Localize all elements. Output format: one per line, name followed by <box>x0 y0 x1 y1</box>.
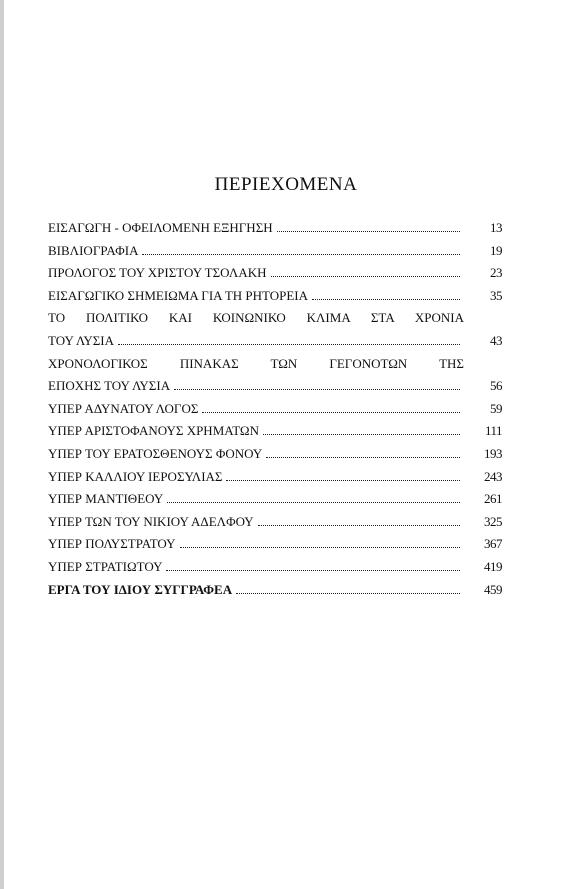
toc-entry[interactable] <box>48 420 502 443</box>
toc-entry-title: ΥΠΕΡ ΑΔΥΝΑΤΟΥ ΛΟΓΟΣ <box>48 400 199 416</box>
table-of-contents <box>48 217 502 601</box>
toc-entry[interactable] <box>48 285 502 308</box>
dot-leader <box>277 231 460 232</box>
dot-leader <box>202 412 460 413</box>
toc-entry-title: ΥΠΕΡ ΚΑΛΛΙΟΥ ΙΕΡΟΣΥΛΙΑΣ <box>48 468 223 484</box>
toc-entry-title: ΥΠΕΡ ΤΟΥ ΕΡΑΤΟΣΘΕΝΟΥΣ ΦΟΝΟΥ <box>48 445 263 461</box>
dot-leader <box>263 434 460 435</box>
toc-entry-title: ΒΙΒΛΙΟΓΡΑΦΙΑ <box>48 242 139 258</box>
toc-entry-title-line1: ΧΡΟΝΟΛΟΓΙΚΟΣ ΠΙΝΑΚΑΣ ΤΩΝ ΓΕΓΟΝΟΤΩΝ ΤΗΣ <box>48 355 464 371</box>
toc-entry-title: ΕΙΣΑΓΩΓΗ - ΟΦΕΙΛΟΜΕΝΗ ΕΞΗΓΗΣΗ <box>48 220 273 235</box>
toc-entry[interactable] <box>48 488 502 511</box>
toc-entry[interactable] <box>48 307 502 352</box>
toc-entry-page: 19 <box>490 242 502 258</box>
toc-entry-title-line1: ΤΟ ΠΟΛΙΤΙΚΟ ΚΑΙ ΚΟΙΝΩΝΙΚΟ ΚΛΙΜΑ ΣΤΑ ΧΡΟΝΙΑ <box>48 310 464 326</box>
dot-leader <box>271 276 461 277</box>
toc-entry-title: ΕΙΣΑΓΩΓΙΚΟ ΣΗΜΕΙΩΜΑ ΓΙΑ ΤΗ ΡΗΤΟΡΕΙΑ <box>48 287 309 303</box>
toc-entry-title-line2: ΤΟΥ ΛΥΣΙΑ <box>48 332 115 348</box>
toc-entry[interactable] <box>48 217 502 240</box>
toc-entry-page: 367 <box>484 536 502 552</box>
dot-leader <box>180 547 460 548</box>
dot-leader <box>142 254 460 255</box>
toc-entry-page: 59 <box>490 400 502 416</box>
dot-leader <box>236 593 460 594</box>
dot-leader <box>118 344 460 345</box>
toc-entry-page: 325 <box>484 513 502 529</box>
toc-entry-title: ΕΡΓΑ ΤΟΥ ΙΔΙΟΥ ΣΥΓΓΡΑΦΕΑ <box>48 581 233 597</box>
page-title: ΠΕΡΙΕΧΟΜΕΝΑ <box>214 174 358 195</box>
dot-leader <box>312 299 460 300</box>
toc-entry[interactable] <box>48 466 502 489</box>
toc-entry[interactable] <box>48 556 502 579</box>
toc-entry-page: 261 <box>484 491 502 507</box>
toc-entry-title: ΥΠΕΡ ΠΟΛΥΣΤΡΑΤΟΥ <box>48 536 176 552</box>
toc-entry-title: ΠΡΟΛΟΓΟΣ ΤΟΥ ΧΡΙΣΤΟΥ ΤΣΟΛΑΚΗ <box>48 265 267 281</box>
toc-entry[interactable] <box>48 240 502 263</box>
toc-entry-page: 13 <box>490 220 502 235</box>
toc-entry[interactable] <box>48 533 502 556</box>
toc-entry-page: 193 <box>484 445 502 461</box>
toc-entry[interactable] <box>48 511 502 534</box>
toc-entry-page: 35 <box>490 287 502 303</box>
toc-entry-title-line2: ΕΠΟΧΗΣ ΤΟΥ ΛΥΣΙΑ <box>48 378 171 394</box>
dot-leader <box>167 502 460 503</box>
page-edge-shadow <box>0 0 4 889</box>
toc-entry-title: ΥΠΕΡ ΤΩΝ ΤΟΥ ΝΙΚΙΟΥ ΑΔΕΛΦΟΥ <box>48 513 254 529</box>
dot-leader <box>226 480 460 481</box>
toc-entry-page: 243 <box>484 468 502 484</box>
toc-entry-page: 23 <box>490 265 502 281</box>
toc-entry[interactable] <box>48 353 502 398</box>
toc-entry[interactable] <box>48 262 502 285</box>
dot-leader <box>266 457 460 458</box>
dot-leader <box>166 570 460 571</box>
toc-entry-title: ΥΠΕΡ ΣΤΡΑΤΙΩΤΟΥ <box>48 558 163 574</box>
toc-entry-page: 419 <box>484 558 502 574</box>
toc-entry[interactable] <box>48 579 502 602</box>
dot-leader <box>258 525 460 526</box>
toc-entry-page: 56 <box>490 378 502 394</box>
toc-entry-page: 459 <box>484 581 502 597</box>
toc-entry-page: 111 <box>484 423 502 439</box>
toc-entry[interactable] <box>48 398 502 421</box>
toc-entry-page: 43 <box>490 332 502 348</box>
toc-entry-title: ΥΠΕΡ ΜΑΝΤΙΘΕΟΥ <box>48 491 164 507</box>
toc-entry[interactable] <box>48 443 502 466</box>
toc-entry-title: ΥΠΕΡ ΑΡΙΣΤΟΦΑΝΟΥΣ ΧΡΗΜΑΤΩΝ <box>48 423 259 439</box>
dot-leader <box>174 389 460 390</box>
